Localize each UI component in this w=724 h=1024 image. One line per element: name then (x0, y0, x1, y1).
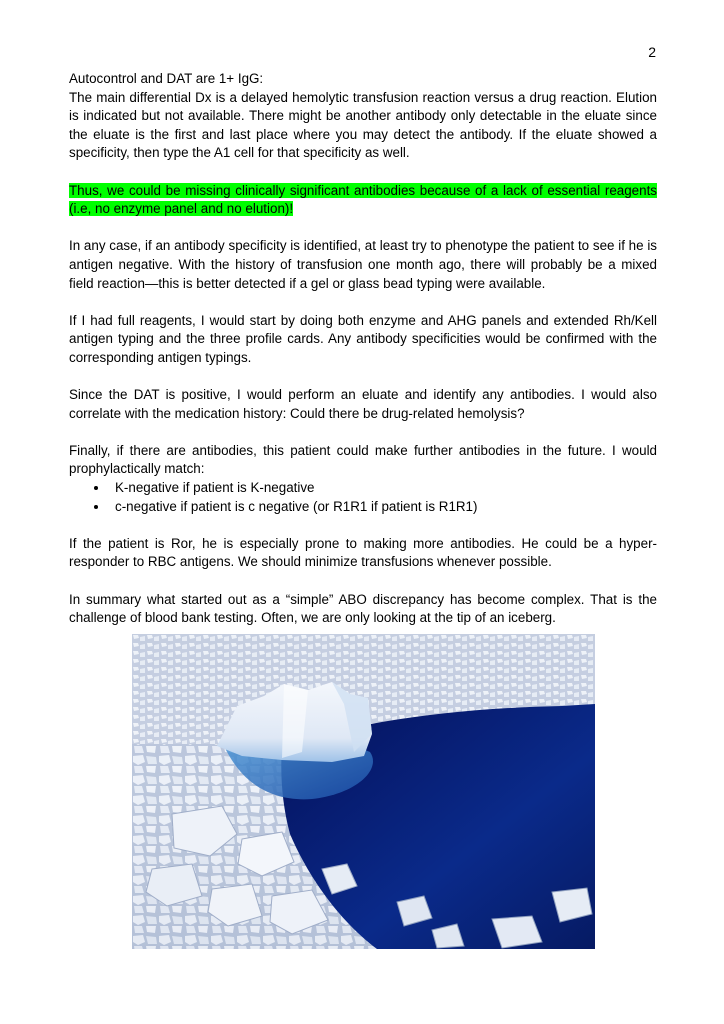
iceberg-illustration (132, 634, 595, 949)
match-list (69, 479, 657, 516)
document-body (69, 70, 657, 646)
section-heading: Autocontrol and DAT are 1+ IgG: (69, 71, 264, 86)
list-item: • K-negative if patient is K-negative (109, 479, 657, 498)
paragraph-full-reagents: If I had full reagents, I would start by doing both enzyme and AHG panels and extended Rh/Kell antigen typing and the three profile cards. Any antibody specificities would be confirmed with the corresponding antigen typings. (69, 312, 657, 365)
paragraph-differential-dx: The main differential Dx is a delayed hemolytic transfusion reaction versus a drug reaction. Elution is indicated but not available. There might be another antibody only detectable in the eluate since the eluate is the first and last place where you may detect the antibody. If the eluate showed a specificity, then type the A1 cell for that specificity as well. (69, 89, 657, 161)
paragraph-ror: If the patient is Ror, he is especially prone to making more antibodies. He could be a hyper-responder to RBC antigens. We should minimize transfusions whenever possible. (69, 535, 657, 570)
list-item: • c-negative if patient is c negative (or R1R1 if patient is R1R1) (109, 498, 657, 517)
iceberg-photo (132, 634, 595, 949)
highlighted-warning (69, 182, 657, 219)
page-number: 2 (648, 44, 656, 60)
paragraph-phenotype: In any case, if an antibody specificity is identified, at least try to phenotype the patient to see if he is antigen negative. With the history of transfusion one month ago, there will probably be a mixed field reaction—this is better detected if a gel or glass bead typing were available. (69, 238, 657, 291)
paragraph-dat-positive: Since the DAT is positive, I would perform an eluate and identify any antibodies. I would also correlate with the medication history: Could there be drug-related hemolysis? (69, 387, 657, 421)
paragraph-summary: In summary what started out as a “simple” ABO discrepancy has become complex. That is the challenge of blood bank testing. Often, we are only looking at the tip of an iceberg. (69, 591, 657, 626)
highlighted-text: Thus, we could be missing clinically significant antibodies because of a lack of essential reagents (i.e, no enzyme panel and no elution)! (69, 182, 657, 217)
paragraph-prophylactic-match: Finally, if there are antibodies, this patient could make further antibodies in the future. I would prophylactically match: (69, 442, 657, 477)
